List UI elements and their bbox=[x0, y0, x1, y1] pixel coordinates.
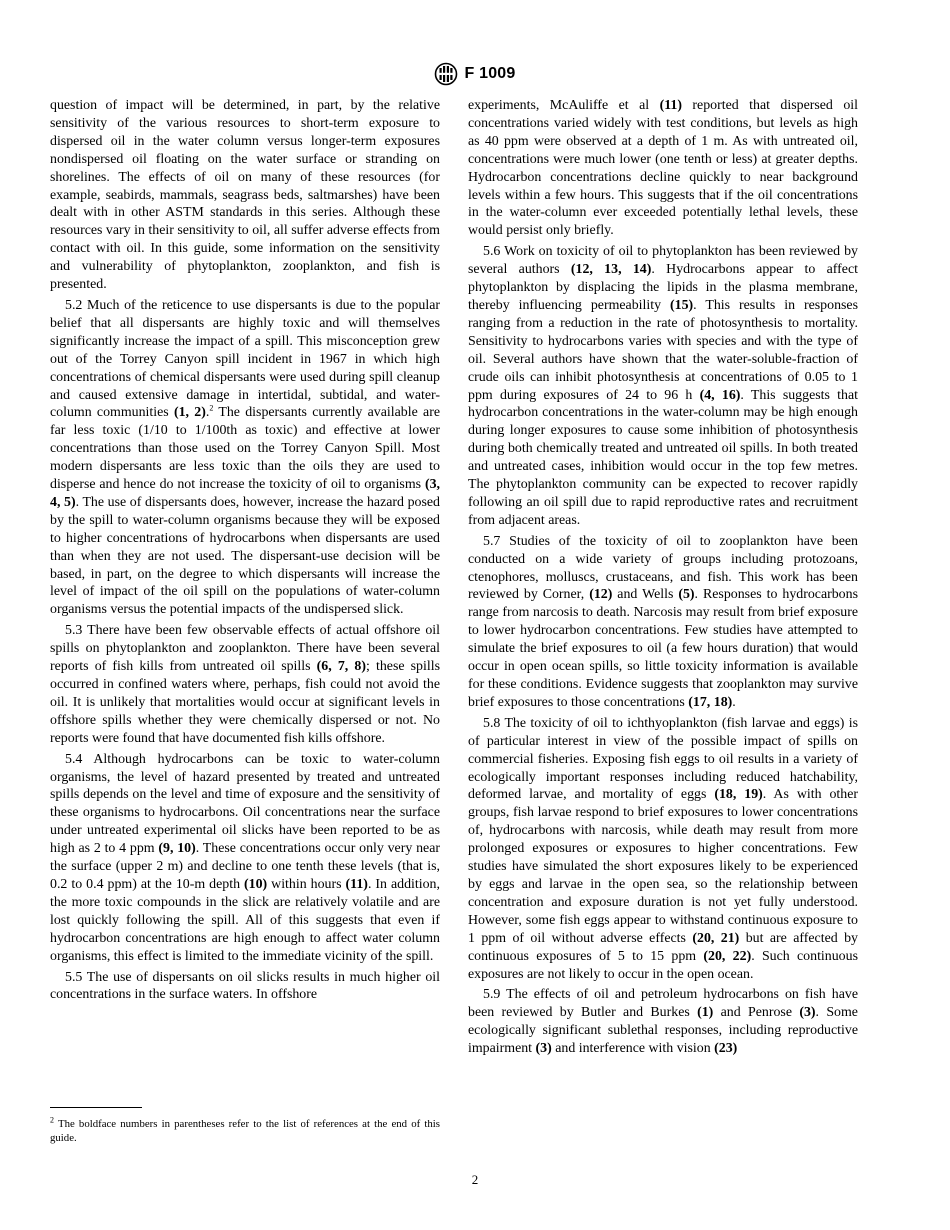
paragraph-5-2: 5.2 Much of the reticence to use dispersants is due to the popular belief that all dispersants are highly toxic and will themselves significantly increase the impact of a spill. This misconception grew out of the Torrey Canyon spill incident in 1967 in which high concentrations of chemical dispersants were used during spill cleanup and caused extensive damage in intertidal, subtidal, and water-column communities (1, 2).$^2$ The dispersants currently available are far less toxic (1/10 to 1/100th as toxic) and effective at lower concentrations than those used on the Torrey Canyon Spill. Most modern dispersants are less toxic than the oils they are used to disperse and hence do not increase the toxicity of oil to organisms (3, 4, 5). The use of dispersants does, however, increase the hazard posed by the spill to water-column organisms because they will be exposed to higher concentrations of hydrocarbons when dispersants are used than when they are not used. The dispersant-use decision will be based, in part, on the degree to which dispersants will increase the level of impact of the oil spill on the populations of water-column organisms versus the potential impacts of the undispersed slick. bbox=[50, 297, 440, 618]
reference: (1, 2) bbox=[173, 405, 206, 421]
footnote bbox=[50, 1117, 440, 1145]
page-header bbox=[0, 62, 950, 86]
reference: (11) bbox=[659, 98, 682, 113]
reference: (3) bbox=[535, 1041, 552, 1057]
reference: (6, 7, 8) bbox=[316, 659, 366, 675]
footnote-text: The boldface numbers in parentheses refer to the list of references at the end of this guide. bbox=[50, 1118, 440, 1144]
paragraph-5-7: 5.7 Studies of the toxicity of oil to zooplankton have been conducted on a wide variety of groups including protozoans, ctenophores, molluscs, crustaceans, and fish. This work has been reviewed by Corner, (12) and Wells (5). Responses to hydrocarbons range from narcosis to death. Narcosis may result from brief exposure to lower hydrocarbon concentrations. Few studies have attempted to simulate the brief exposures to oil (a few hours duration) that would occur in open ocean spills, so little toxicity information is available for these conditions. Evidence suggests that zooplankton may survive brief exposures to those concentrations (17, 18). bbox=[468, 533, 858, 710]
reference: (12, 13, 14) bbox=[570, 262, 652, 278]
reference: (4, 16) bbox=[699, 387, 741, 403]
paragraph-5-4: 5.4 Although hydrocarbons can be toxic to water-column organisms, the level of hazard presented by treated and untreated spills depends on the level and time of exposure and the sensitivity of these organisms to hydrocarbons. Oil concentrations near the surface under untreated experimental oil slicks have been reported to be as high as 2 to 4 ppm (9, 10). These concentrations occur only very near the surface (upper 2 m) and decline to one tenth these levels (that is, 0.2 to 0.4 ppm) at the 10-m depth (10) within hours (11). In addition, the more toxic compounds in the slick are relatively volatile and are lost quickly following the spill. All of this suggests that even if hydrocarbon concentrations are high enough to affect water column organisms, this effect is limited to the immediate vicinity of the spill. bbox=[50, 751, 440, 964]
reference: (11) bbox=[345, 876, 368, 892]
reference: (12) bbox=[589, 587, 613, 603]
reference: (10) bbox=[244, 876, 268, 892]
reference: (1) bbox=[697, 1005, 714, 1021]
paragraph-5-8: 5.8 The toxicity of oil to ichthyoplankton (fish larvae and eggs) is of particular interest in view of the possible impact of spills on commercial fisheries. Exposing fish eggs to oil results in a variety of ecologically important responses including reduced hatchability, deformed larvae, and mortality of eggs (18, 19). As with other groups, fish larvae respond to brief exposures to lower concentrations of, hydrocarbons with narcosis, while death may result from more prolonged exposures or exposures to higher concentrations. Few studies have simulated the short exposures likely to be experienced by eggs and larvae in the open sea, so the relationship between concentration and exposure duration is not yet fully understood. However, some fish eggs appear to withstand continuous exposure to 1 ppm of oil without adverse effects (20, 21) but are affected by continuous exposures of 5 to 15 ppm (20, 22). Such continuous exposures are not likely to occur in the open ocean. bbox=[468, 715, 858, 982]
paragraph-5-9: 5.9 The effects of oil and petroleum hydrocarbons on fish have been reviewed by Butler and Burkes (1) and Penrose (3). Some ecologically significant sublethal responses, including reproductive impairment (3) and interference with vision (23) bbox=[468, 987, 858, 1057]
astm-logo-icon bbox=[434, 62, 458, 86]
reference: (23) bbox=[714, 1041, 738, 1057]
reference: (3) bbox=[799, 1005, 816, 1021]
paragraph-5-6: 5.6 Work on toxicity of oil to phytoplankton has been reviewed by several authors (12, 13, 14). Hydrocarbons appear to affect phytoplankton by displacing the lipids in the plasma membrane, thereby influencing permeability (15). This results in responses ranging from a reduction in the rate of photosynthesis to mortality. Sensitivity to hydrocarbons varies with species and with the type of oil. Several authors have shown that the water-soluble-fraction of crude oils can inhibit photosynthesis at concentrations of 0.05 to 1 ppm during exposures of 24 to 96 h (4, 16). This suggests that hydrocarbon concentrations in the water-column may be high enough during longer exposures to cause some inhibition of photosynthesis during both chemically treated and untreated oil spills. In both treated and untreated cases, inhibition would occur in the top few metres. The phytoplankton community can be expected to recover rapidly following an oil spill due to rapid reproductive rates and recruitment from adjacent areas. bbox=[468, 244, 858, 528]
reference: (18, 19) bbox=[714, 787, 763, 803]
footnote-divider bbox=[50, 1107, 142, 1108]
paragraph-5-3: 5.3 There have been few observable effects of actual offshore oil spills on phytoplankton and zooplankton. There have been several reports of fish kills from untreated oil spills (6, 7, 8); these spills occurred in confined waters where, perhaps, fish could not avoid the oil. It is unlikely that mortalities would occur at significant levels in offshore spills whether they were chemically dispersed or not. No reports were found that have documented fish kills offshore. bbox=[50, 623, 440, 746]
reference: (9, 10) bbox=[158, 841, 196, 857]
right-column bbox=[468, 97, 858, 1061]
reference: (20, 22) bbox=[703, 948, 752, 964]
paragraph: experiments, McAuliffe et al (11) reported that dispersed oil concentrations varied widely with test conditions, but levels as high as 40 ppm were observed at a depth of 1 m. As with untreated oil, concentrations were much lower (one tenth or less) at greater depths. Hydrocarbon concentrations decline quickly to near background levels within a few hours. This suggests that if the oil concentrations in the water-column ever exceeded potentially lethal levels, these would persist only briefly. bbox=[468, 98, 858, 239]
paragraph: question of impact will be determined, in part, by the relative sensitivity of the various resources to short-term exposure to dispersed oil in the water column versus longer-term exposures nondispersed oil floating on the water surface or stranding on shorelines. The effects of oil on many of these resources (for example, seabirds, mammals, seagrass beds, saltmarshes) have been dealt with in other ASTM standards in this series. Although these resources vary in their sensitivity to oil, all suffer adverse effects from contact with oil. In this guide, some information on the sensitivity and vulnerability of phytoplankton, zooplankton, and fish is presented. bbox=[50, 98, 440, 293]
reference: (20, 21) bbox=[692, 930, 740, 946]
reference: (3, 4, 5) bbox=[50, 477, 440, 510]
reference: (5) bbox=[678, 587, 695, 603]
footnote-marker: 2 bbox=[209, 403, 214, 413]
standard-designation: F 1009 bbox=[464, 65, 516, 82]
page-number: 2 bbox=[471, 1172, 479, 1187]
reference: (17, 18) bbox=[688, 694, 733, 710]
left-column bbox=[50, 97, 440, 1007]
reference: (15) bbox=[670, 297, 694, 313]
paragraph-5-5: 5.5 The use of dispersants on oil slicks results in much higher oil concentrations in the surface waters. In offshore bbox=[50, 969, 440, 1003]
footnote-marker: 2 bbox=[50, 1115, 54, 1125]
